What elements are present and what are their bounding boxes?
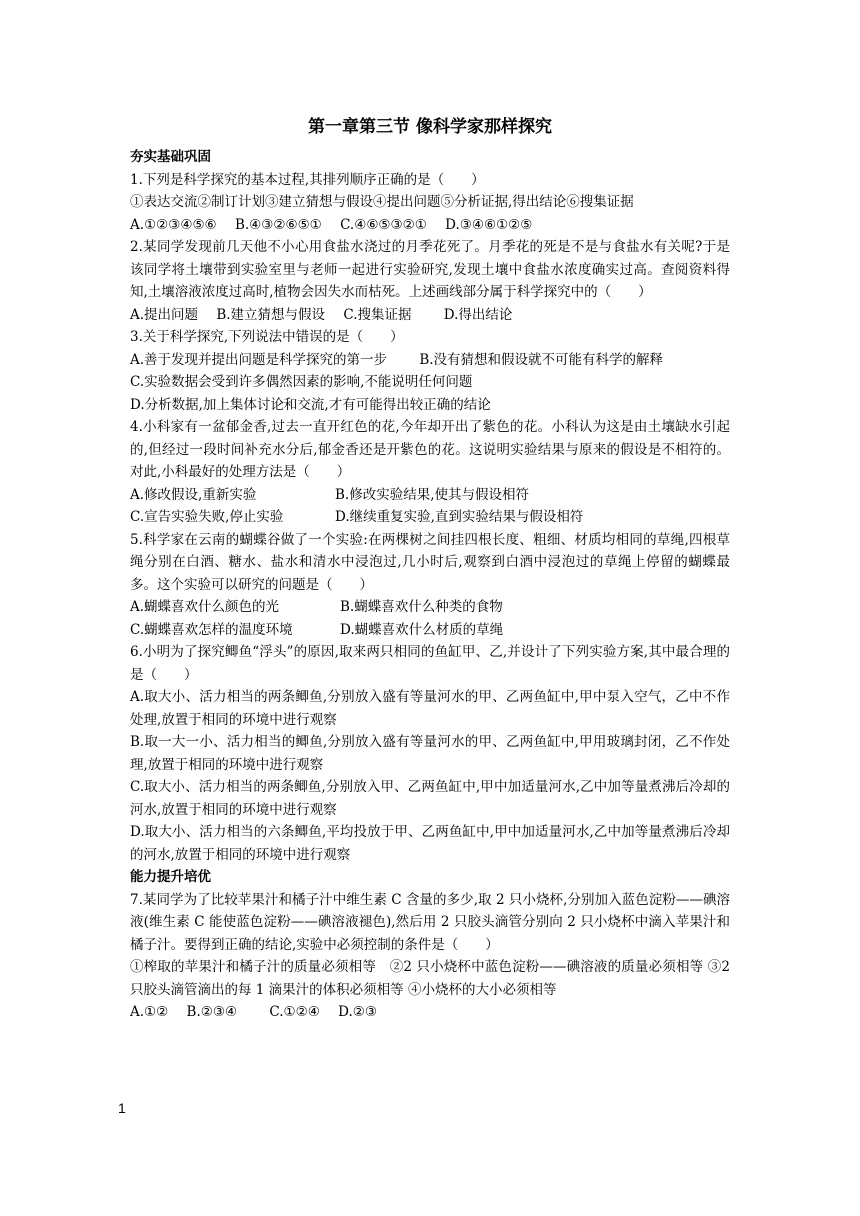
option-c: C.取大小、活力相当的两条鲫鱼,分别放入甲、乙两鱼缸中,甲中加适量河水,乙中加等量煮沸后冷却的河水,放置于相同的环境中进行观察 xyxy=(130,779,730,818)
option-c: C.搜集证据 xyxy=(343,306,412,323)
option-b: B.蝴蝶喜欢什么种类的食物 xyxy=(340,599,503,615)
option-a: A.修改假设,重新实验 xyxy=(130,486,257,503)
option-c: C.④⑥⑤③②① xyxy=(340,216,427,233)
option-a: A.蝴蝶喜欢什么颜色的光 xyxy=(130,599,280,615)
option-a: A.①② xyxy=(130,1004,169,1020)
question-5-options-cd xyxy=(130,619,730,642)
question-4-options-cd xyxy=(130,506,730,529)
option-d: D.②③ xyxy=(338,1004,377,1020)
question-1-stem: 1.下列是科学探究的基本过程,其排列顺序正确的是（ ） xyxy=(130,171,485,188)
document-page xyxy=(130,112,730,1024)
page-title: 第一章第三节 像科学家那样探究 xyxy=(308,117,552,137)
option-a: A.取大小、活力相当的两条鲫鱼,分别放入盛有等量河水的甲、乙两鱼缸中,甲中泵入空气，乙中不作处理,放置于相同的环境中进行观察 xyxy=(130,689,730,728)
page-number: 1 xyxy=(118,1100,126,1116)
section-heading-advanced: 能力提升培优 xyxy=(130,869,211,885)
option-d: D.③④⑥①②⑤ xyxy=(445,216,533,233)
question-2-options xyxy=(130,304,730,327)
question-5-stem: 5.科学家在云南的蝴蝶谷做了一个实验:在两棵树之间挂四根长度、粗细、材质均相同的草绳,四根草绳分别在白酒、糖水、盐水和清水中浸泡过,几小时后,观察到白酒中浸泡过的草绳上停留的蝴蝶最多。这个实验可以研究的问题是（ ） xyxy=(130,531,730,593)
option-d: D.分析数据,加上集体讨论和交流,才有可能得出较正确的结论 xyxy=(130,396,491,413)
question-4-stem: 4.小科家有一盆郁金香,过去一直开红色的花,今年却开出了紫色的花。小科认为这是由土壤缺水引起的,但经过一段时间补充水分后,郁金香还是开紫色的花。这说明实验结果与原来的假设是不相符的。对此,小科最好的处理方法是（ ） xyxy=(130,419,730,480)
question-1-steps: ①表达交流②制订计划③建立猜想与假设④提出问题⑤分析证据,得出结论⑥搜集证据 xyxy=(130,194,634,210)
question-2-stem: 2.某同学发现前几天他不小心用食盐水浇过的月季花死了。月季花的死是不是与食盐水有关呢?于是该同学将土壤带到实验室里与老师一起进行实验研究,发现土壤中食盐水浓度确实过高。查阅资料得知,土壤溶液浓度过高时,植物会因失水而枯死。上述画线部分属于科学探究中的（ ） xyxy=(130,239,730,300)
option-b: B.建立猜想与假设 xyxy=(216,306,326,323)
option-c: C.宣告实验失败,停止实验 xyxy=(130,509,284,525)
question-5-options-ab xyxy=(130,596,730,619)
question-3-stem: 3.关于科学探究,下列说法中错误的是（ ） xyxy=(130,329,404,345)
option-b: B.修改实验结果,使其与假设相符 xyxy=(335,486,530,503)
question-3-options-ab xyxy=(130,349,730,372)
option-a: A.提出问题 xyxy=(130,306,199,323)
question-4-options-ab xyxy=(130,484,730,507)
question-7-options xyxy=(130,1001,730,1024)
option-c: C.实验数据会受到许多偶然因素的影响,不能说明任何问题 xyxy=(130,374,473,390)
option-c: C.蝴蝶喜欢怎样的温度环境 xyxy=(130,621,293,638)
option-a: A.善于发现并提出问题是科学探究的第一步 xyxy=(130,351,388,368)
option-a: A.①②③④⑤⑥ xyxy=(130,216,217,233)
question-1-options xyxy=(130,214,730,237)
question-6-stem: 6.小明为了探究鲫鱼“浮头”的原因,取来两只相同的鱼缸甲、乙,并设计了下列实验方案,其中最合理的是（ ） xyxy=(130,644,730,683)
option-b: B.④③②⑥⑤① xyxy=(234,216,322,233)
section-heading-basic: 夯实基础巩固 xyxy=(130,149,211,165)
option-b: B.②③④ xyxy=(186,1004,238,1020)
option-d: D.继续重复实验,直到实验结果与假设相符 xyxy=(335,509,584,525)
question-7-stem: 7.某同学为了比较苹果汁和橘子汁中维生素 C 含量的多少,取 2 只小烧杯,分别加入蓝色淀粉——碘溶液(维生素 C 能使蓝色淀粉——碘溶液褪色),然后用 2 只胶头滴管分别向 2 只小烧杯中滴入苹果汁和橘子汁。要得到正确的结论,实验中必须控制的条件是（ ） xyxy=(130,891,730,953)
question-7-conditions: ①榨取的苹果汁和橘子汁的质量必须相等 ②2 只小烧杯中蓝色淀粉——碘溶液的质量必须相等 ③2 只胶头滴管滴出的每 1 滴果汁的体积必须相等 ④小烧杯的大小必须相等 xyxy=(130,959,730,998)
option-d: D.蝴蝶喜欢什么材质的草绳 xyxy=(340,621,504,638)
option-b: B.没有猜想和假设就不可能有科学的解释 xyxy=(419,351,664,368)
option-d: D.得出结论 xyxy=(443,306,513,323)
option-d: D.取大小、活力相当的六条鲫鱼,平均投放于甲、乙两鱼缸中,甲中加适量河水,乙中加等量煮沸后冷却的河水,放置于相同的环境中进行观察 xyxy=(130,824,730,863)
option-c: C.①②④ xyxy=(269,1004,320,1020)
option-b: B.取一大一小、活力相当的鲫鱼,分别放入盛有等量河水的甲、乙两鱼缸中,甲用玻璃封闭，乙不作处理,放置于相同的环境中进行观察 xyxy=(130,734,730,773)
